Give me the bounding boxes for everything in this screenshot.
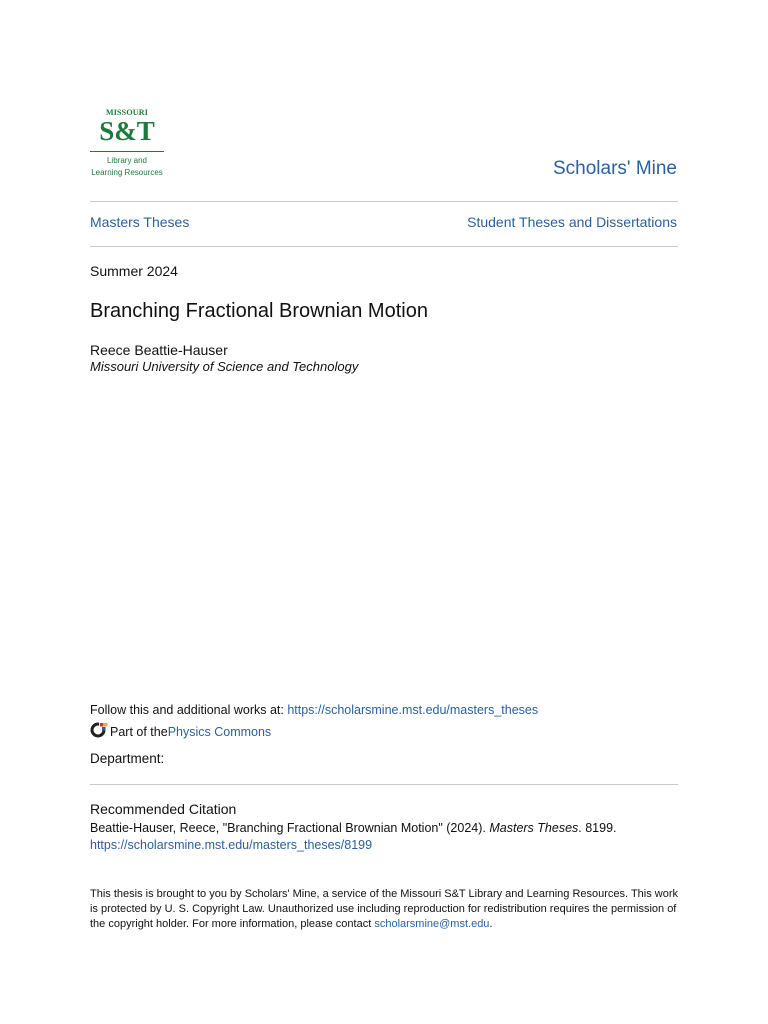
part-of-prefix: Part of the <box>110 725 168 739</box>
copyright-text: This thesis is brought to you by Scholars' Mine, a service of the Missouri S&T Library and Learning Resources. This work is protected by U. S. Copyright Law. Unauthorized use including reproduction for redistribution requires the permission of the copyright holder. For more information, please contact <box>90 888 679 930</box>
masters-theses-link[interactable]: Masters Theses <box>90 214 190 230</box>
missouri-st-library-logo <box>90 108 164 182</box>
citation-heading: Recommended Citation <box>90 801 237 817</box>
physics-commons-link[interactable]: Physics Commons <box>167 725 272 739</box>
logo-subtitle <box>90 155 164 179</box>
follow-link[interactable]: https://scholarsmine.mst.edu/masters_theses <box>287 703 539 717</box>
logo-top-text: MISSOURI <box>105 108 149 117</box>
citation-text-after: . 8199. <box>578 821 617 835</box>
department-label: Department: <box>90 751 165 766</box>
part-of-line <box>90 725 271 739</box>
copyright-end: . <box>489 918 493 930</box>
follow-line <box>90 703 538 717</box>
document-title: Branching Fractional Brownian Motion <box>90 300 428 322</box>
network-commons-icon <box>90 720 108 738</box>
logo-sub-line1: Library and <box>106 156 148 165</box>
citation-text <box>90 821 617 835</box>
author-institution: Missouri University of Science and Technology <box>90 359 359 374</box>
citation-link[interactable]: https://scholarsmine.mst.edu/masters_theses/8199 <box>90 838 373 852</box>
contact-email-link[interactable]: scholarsmine@mst.edu <box>374 918 490 930</box>
publication-date: Summer 2024 <box>90 263 178 279</box>
citation-text-before: Beattie-Hauser, Reece, "Branching Fractional Brownian Motion" (2024). <box>90 821 490 835</box>
citation-series: Masters Theses <box>489 821 579 835</box>
logo-sub-line2: Learning Resources <box>91 168 163 177</box>
author-name: Reece Beattie-Hauser <box>90 342 228 358</box>
site-title-link[interactable]: Scholars' Mine <box>552 158 677 179</box>
logo-mark: S&T <box>99 116 155 146</box>
follow-prefix: Follow this and additional works at: <box>90 703 288 717</box>
citation-divider <box>90 784 678 785</box>
top-divider <box>90 201 678 202</box>
logo-rule <box>90 151 164 152</box>
nav-divider <box>90 246 678 247</box>
copyright-notice <box>90 887 680 932</box>
student-theses-link[interactable]: Student Theses and Dissertations <box>467 214 677 230</box>
